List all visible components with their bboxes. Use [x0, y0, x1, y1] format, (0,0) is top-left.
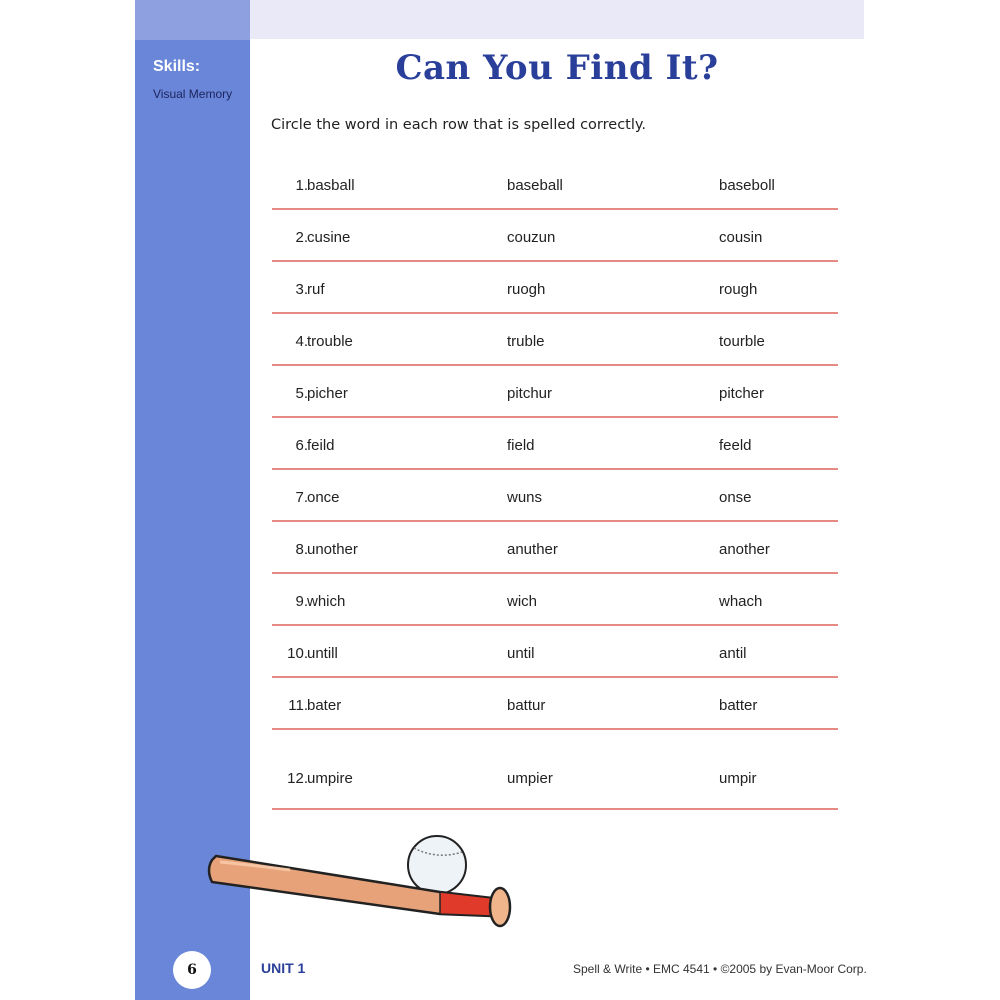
word-choice[interactable]: tourble — [719, 333, 765, 350]
page-number-badge — [173, 951, 211, 989]
word-choice[interactable]: anuther — [507, 541, 558, 558]
word-choice[interactable]: bater — [307, 697, 342, 714]
word-row — [272, 366, 838, 418]
word-choice[interactable]: cusine — [307, 229, 351, 246]
word-row — [272, 262, 838, 314]
word-choice[interactable]: umpir — [719, 770, 757, 787]
word-choice[interactable]: umpier — [507, 770, 553, 787]
sidebar-top-block — [135, 0, 250, 40]
word-choice[interactable]: which — [307, 593, 346, 610]
word-choice[interactable]: umpire — [307, 770, 353, 787]
top-band — [248, 0, 864, 39]
skills-label: Skills: — [153, 58, 201, 75]
word-choice[interactable]: feild — [307, 437, 335, 454]
word-choice[interactable]: once — [307, 489, 340, 506]
word-choice[interactable]: baseboll — [719, 177, 775, 194]
word-row — [272, 574, 838, 626]
word-row — [272, 418, 838, 470]
word-row — [272, 158, 838, 210]
word-choice[interactable]: unother — [307, 541, 358, 558]
word-choice[interactable]: truble — [507, 333, 545, 350]
word-choice[interactable]: couzun — [507, 229, 556, 246]
row-number: 1. — [295, 177, 308, 194]
word-choice[interactable]: trouble — [307, 333, 353, 350]
page-title: Can You Find It? — [395, 48, 719, 88]
word-choice[interactable]: rough — [719, 281, 758, 298]
row-number: 10. — [287, 645, 308, 662]
word-rows — [272, 158, 838, 810]
skill-name: Visual Memory — [153, 87, 233, 101]
word-choice[interactable]: picher — [307, 385, 348, 402]
copyright-footer: Spell & Write • EMC 4541 • ©2005 by Evan-Moor Corp. — [573, 962, 867, 976]
word-choice[interactable]: batter — [719, 697, 758, 714]
row-number: 4. — [295, 333, 308, 350]
row-number: 5. — [295, 385, 308, 402]
word-choice[interactable]: ruogh — [507, 281, 546, 298]
page-number: 6 — [187, 962, 197, 978]
unit-label: UNIT 1 — [261, 960, 306, 976]
word-row — [272, 678, 838, 730]
baseball-bat-illustration — [200, 830, 530, 940]
word-choice[interactable]: until — [507, 645, 535, 662]
word-choice[interactable]: ruf — [307, 281, 325, 298]
word-row — [272, 210, 838, 262]
word-choice[interactable]: field — [507, 437, 535, 454]
word-choice[interactable]: pitcher — [719, 385, 765, 402]
word-row — [272, 470, 838, 522]
word-choice[interactable]: cousin — [719, 229, 763, 246]
word-row — [272, 522, 838, 574]
word-choice[interactable]: whach — [719, 593, 763, 610]
row-number: 8. — [295, 541, 308, 558]
word-choice[interactable]: wuns — [507, 489, 543, 506]
word-choice[interactable]: antil — [719, 645, 747, 662]
word-row — [272, 314, 838, 366]
word-row — [272, 626, 838, 678]
word-choice[interactable]: baseball — [507, 177, 563, 194]
word-choice[interactable]: onse — [719, 489, 752, 506]
row-number: 2. — [295, 229, 308, 246]
word-choice[interactable]: feeld — [719, 437, 752, 454]
row-number: 6. — [295, 437, 308, 454]
row-number: 3. — [295, 281, 308, 298]
word-choice[interactable]: pitchur — [507, 385, 553, 402]
row-number: 9. — [295, 593, 308, 610]
row-number: 11. — [288, 697, 308, 714]
word-choice[interactable]: another — [719, 541, 770, 558]
word-choice[interactable]: wich — [507, 593, 538, 610]
baseball-icon — [408, 836, 466, 894]
instructions: Circle the word in each row that is spelled correctly. — [271, 117, 647, 133]
word-choice[interactable]: battur — [507, 697, 546, 714]
word-choice[interactable]: untill — [307, 645, 338, 662]
row-number: 12. — [287, 770, 308, 787]
word-row — [272, 730, 838, 810]
row-number: 7. — [295, 489, 308, 506]
word-choice[interactable]: basball — [307, 177, 355, 194]
